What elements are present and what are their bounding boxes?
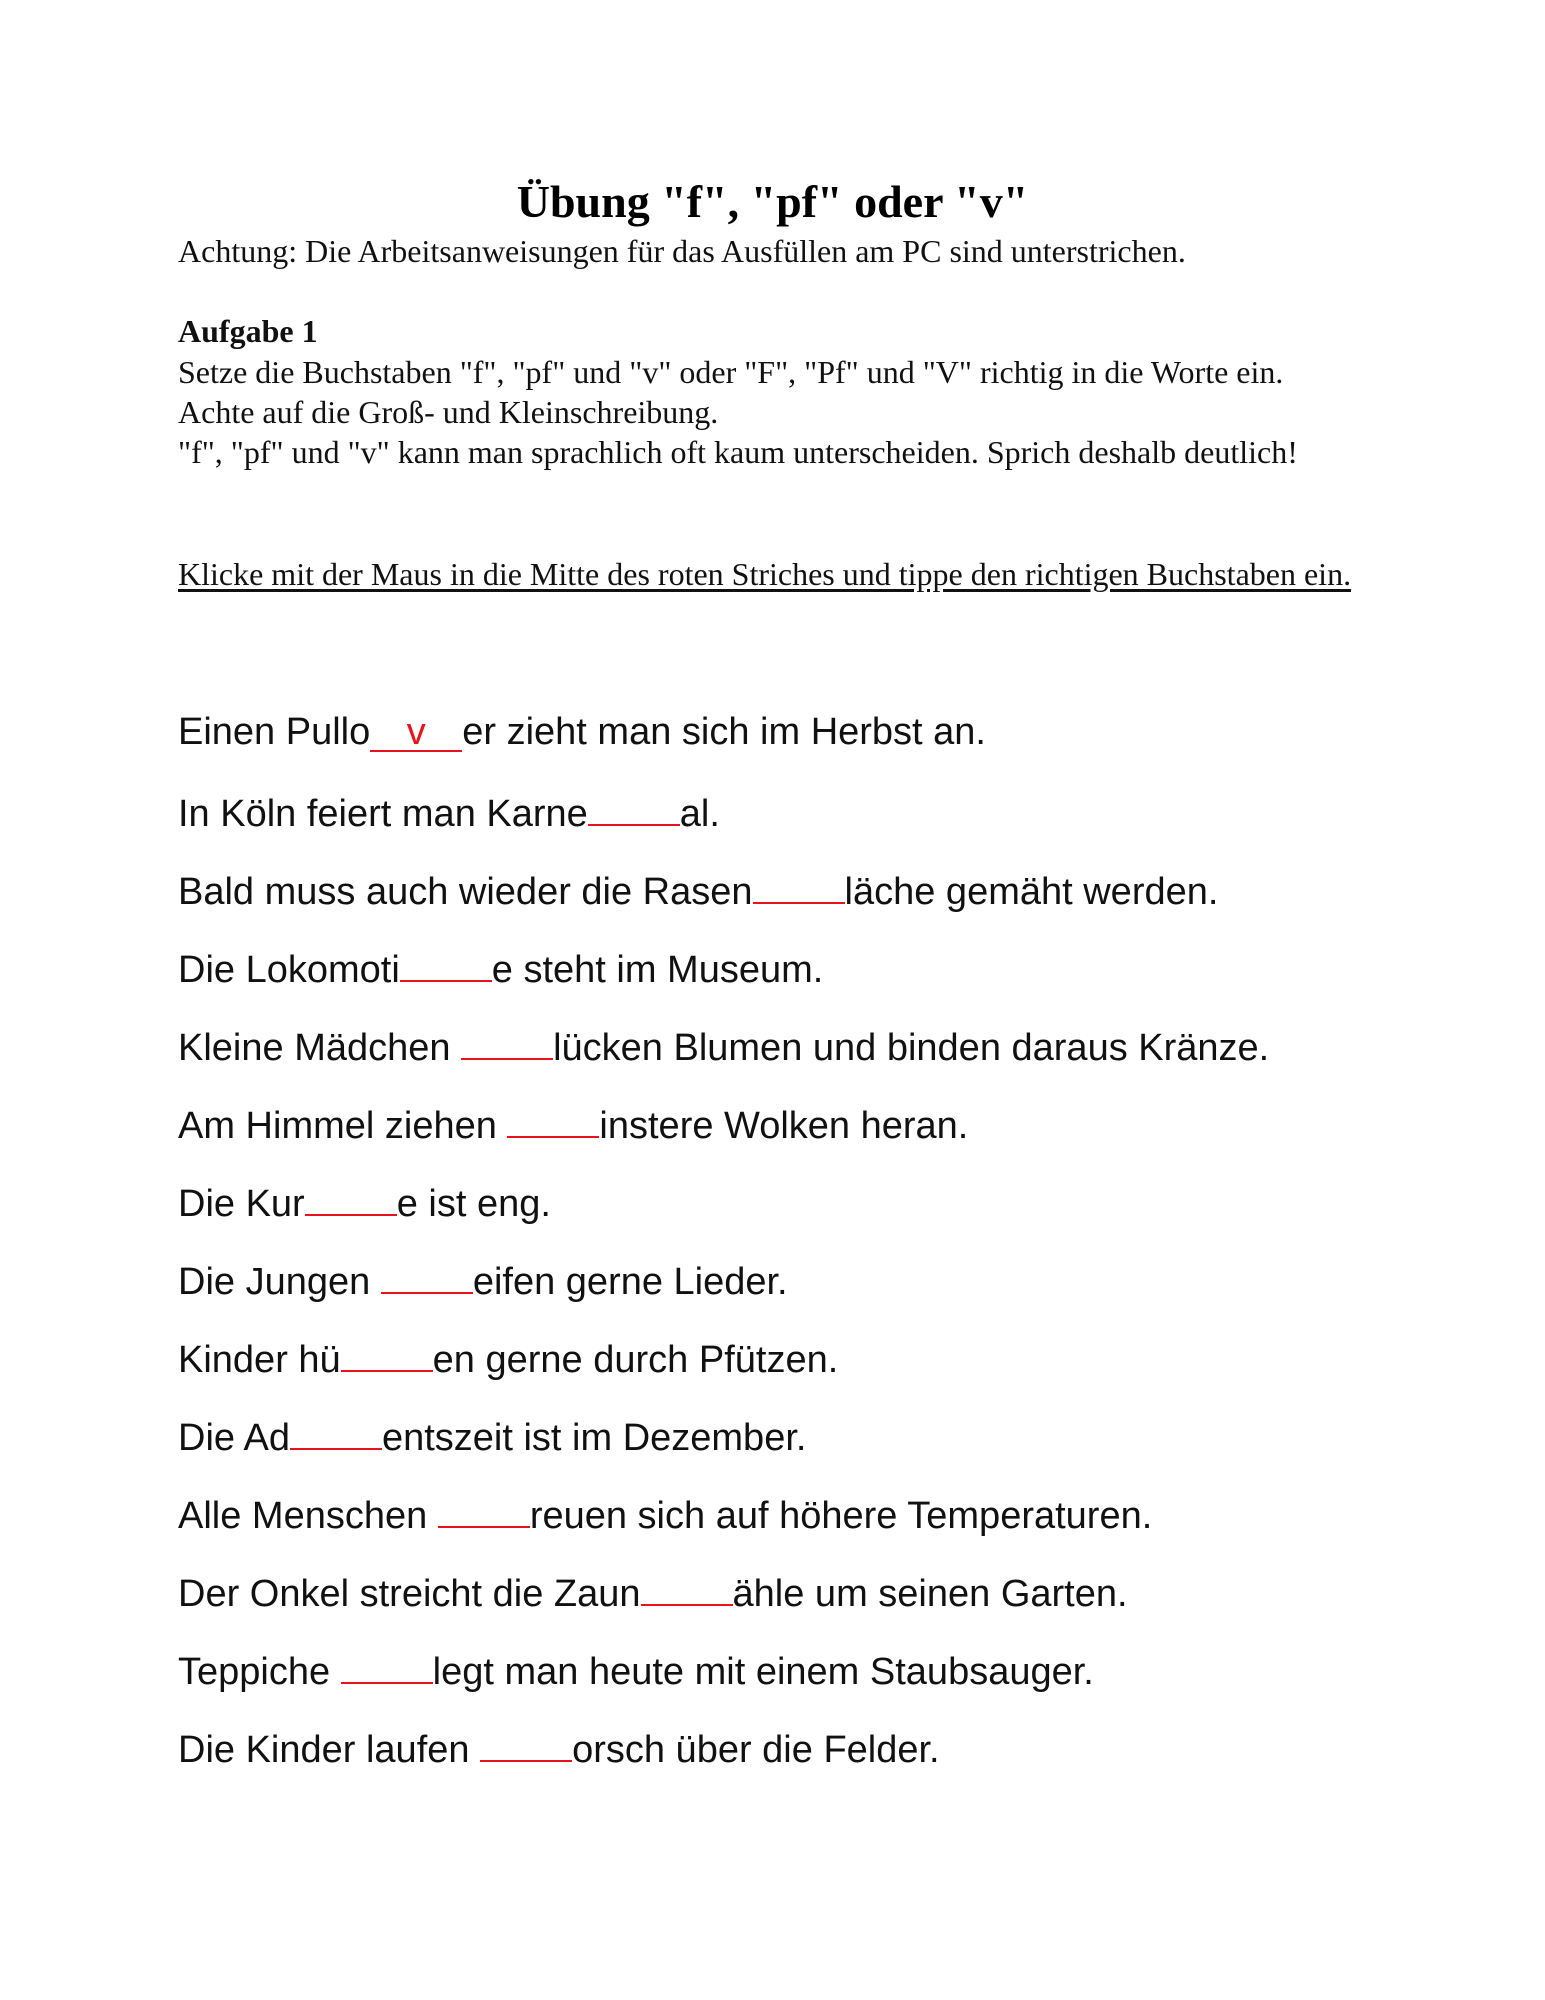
exercise-sentence <box>178 1568 1428 1615</box>
sentence-after: läche gemäht werden. <box>844 871 1219 913</box>
sentence-after: ähle um seinen Garten. <box>732 1573 1128 1615</box>
letter-gap[interactable] <box>641 1568 733 1606</box>
task-paragraph-1: Setze die Buchstaben "f", "pf" und "v" oder "F", "Pf" und "V" richtig in die Worte ein. Achte auf die Groß- und Kleinschreibung. <box>178 354 1284 430</box>
sentence-after: al. <box>679 793 720 835</box>
letter-gap[interactable] <box>480 1724 572 1762</box>
sentence-after: en gerne durch Pfützen. <box>432 1339 839 1381</box>
exercise-sentence <box>178 944 1428 991</box>
sentence-after: e ist eng. <box>396 1183 551 1225</box>
page-title: Übung "f", "pf" oder "v" <box>516 176 1029 227</box>
exercise-sentence <box>178 1100 1428 1147</box>
letter-gap[interactable] <box>400 944 492 982</box>
sentence-before: Kinder hü <box>178 1339 341 1381</box>
sentence-before: Die Lokomoti <box>178 949 400 991</box>
exercise-sentence <box>178 1724 1428 1771</box>
exercise-sentence <box>178 1022 1428 1069</box>
sentence-before: Kleine Mädchen <box>178 1027 462 1069</box>
sentence-before: Bald muss auch wieder die Rasen <box>178 871 753 913</box>
letter-gap[interactable]: v <box>370 714 462 752</box>
task-description <box>178 352 1358 472</box>
exercise-sentence <box>178 1178 1428 1225</box>
exercise-sentence <box>178 1256 1428 1303</box>
note-text: Achtung: Die Arbeitsanweisungen für das Ausfüllen am PC sind unterstrichen. <box>178 233 1186 269</box>
sentence-before: Der Onkel streicht die Zaun <box>178 1573 641 1615</box>
letter-gap[interactable] <box>588 788 680 826</box>
sentence-after: entszeit ist im Dezember. <box>381 1417 807 1459</box>
sentence-after: eifen gerne Lieder. <box>472 1261 788 1303</box>
sentence-after: reuen sich auf höhere Temperaturen. <box>529 1495 1153 1537</box>
letter-gap[interactable] <box>507 1100 599 1138</box>
sentence-before: Die Kur <box>178 1183 305 1225</box>
sentence-before: Die Jungen <box>178 1261 381 1303</box>
sentence-after: legt man heute mit einem Staubsauger. <box>432 1651 1094 1693</box>
sentence-before: Einen Pullo <box>178 711 371 753</box>
sentence-after: e steht im Museum. <box>491 949 824 991</box>
sentence-before: In Köln feiert man Karne <box>178 793 588 835</box>
sentence-before: Am Himmel ziehen <box>178 1105 508 1147</box>
exercise-sentence <box>178 1490 1428 1537</box>
letter-gap[interactable] <box>438 1490 530 1528</box>
pc-instruction: Klicke mit der Maus in die Mitte des roten Striches und tippe den richtigen Buchstaben ein. <box>178 556 1352 592</box>
sentence-before: Alle Menschen <box>178 1495 438 1537</box>
exercise-sentence <box>178 1646 1428 1693</box>
sentence-before: Die Kinder laufen <box>178 1729 481 1771</box>
exercise-sentence <box>178 1412 1428 1459</box>
sentence-before: Die Ad <box>178 1417 290 1459</box>
sentence-after: er zieht man sich im Herbst an. <box>462 711 986 753</box>
exercise-list <box>178 710 1428 1802</box>
exercise-sentence <box>178 866 1428 913</box>
sentence-after: lücken Blumen und binden daraus Kränze. <box>553 1027 1270 1069</box>
letter-gap[interactable] <box>305 1178 397 1216</box>
sentence-after: instere Wolken heran. <box>599 1105 969 1147</box>
exercise-sentence <box>178 1334 1428 1381</box>
sentence-after: orsch über die Felder. <box>572 1729 940 1771</box>
letter-gap[interactable] <box>341 1646 433 1684</box>
exercise-sentence <box>178 788 1428 835</box>
task-paragraph-2: "f", "pf" und "v" kann man sprachlich oft kaum unterscheiden. Sprich deshalb deutlich! <box>178 434 1298 470</box>
exercise-sentence <box>178 710 1428 754</box>
sentence-before: Teppiche <box>178 1651 341 1693</box>
letter-gap[interactable] <box>290 1412 382 1450</box>
letter-gap[interactable] <box>753 866 845 904</box>
task-heading: Aufgabe 1 <box>178 313 318 349</box>
letter-gap[interactable] <box>341 1334 433 1372</box>
letter-gap[interactable] <box>381 1256 473 1294</box>
letter-gap[interactable] <box>461 1022 553 1060</box>
